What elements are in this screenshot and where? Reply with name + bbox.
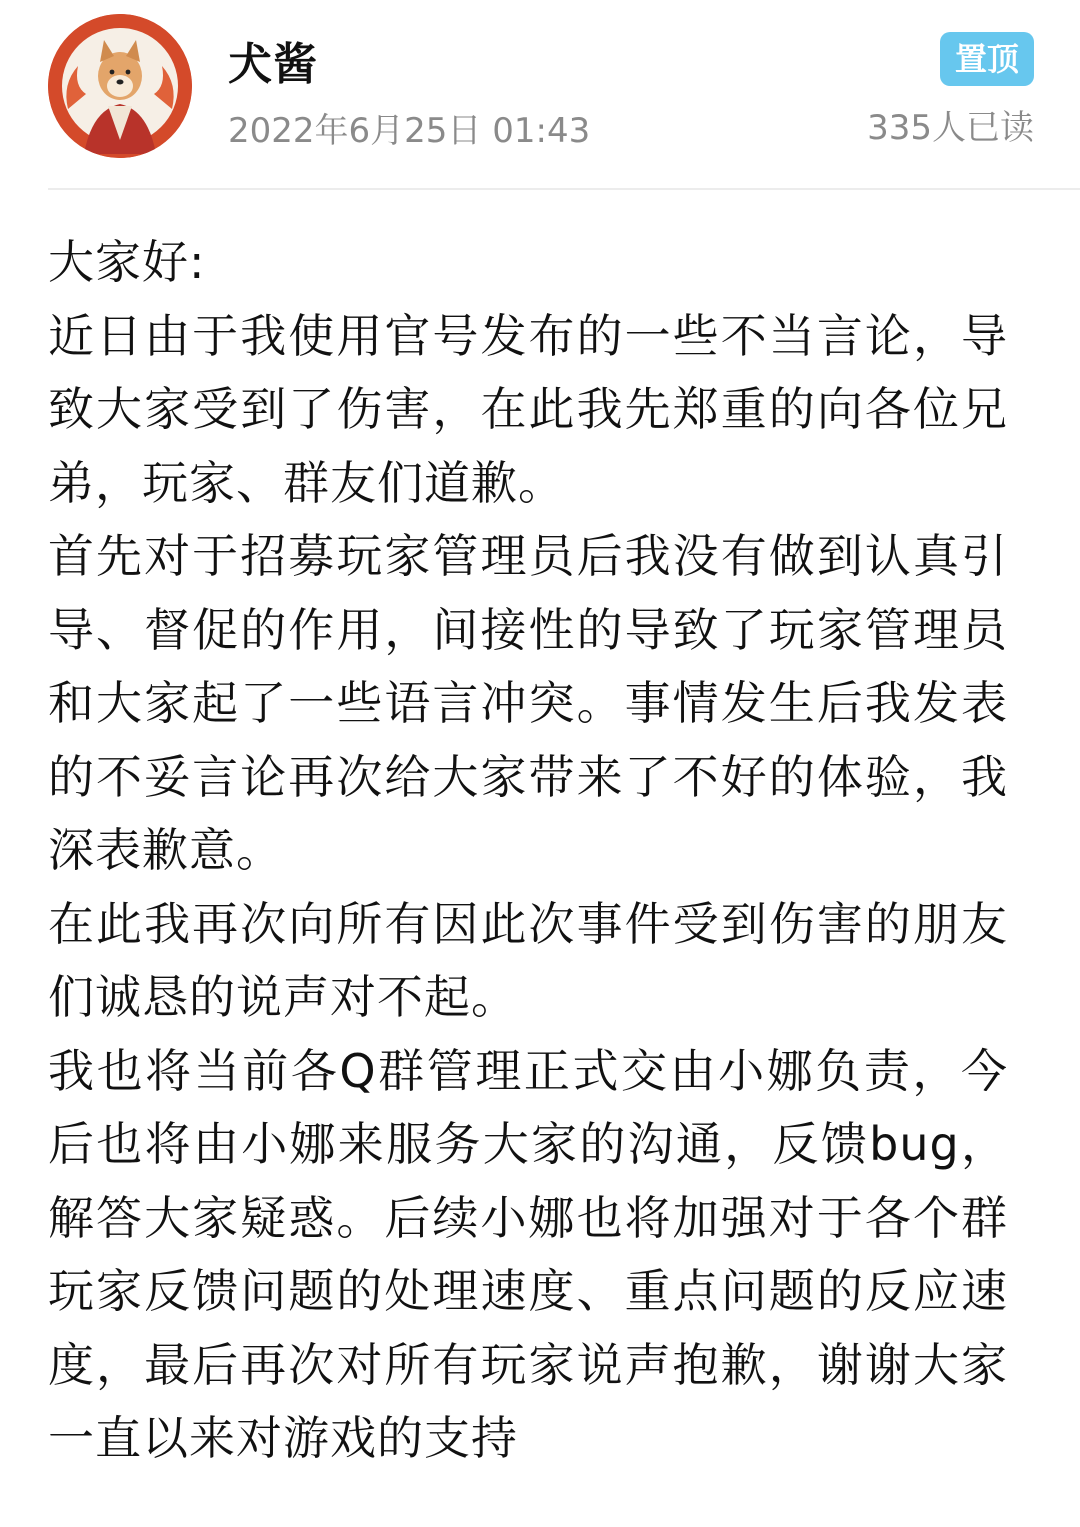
post-paragraph: 大家好:	[48, 235, 206, 289]
post-paragraph: 我也将当前各Q群管理正式交由小娜负责，今后也将由小娜来服务大家的沟通，反馈bug，解答大家疑惑。后续小娜也将加强对于各个群玩家反馈问题的处理速度、重点问题的反应速度，最后再次对所有玩家说声抱歉，谢谢大家一直以来对游戏的支持	[48, 1043, 1008, 1465]
shiba-dog-avatar-icon	[48, 14, 192, 158]
header-divider	[48, 188, 1080, 190]
read-count: 335人已读	[867, 108, 1034, 148]
author-avatar[interactable]	[48, 14, 192, 158]
post-timestamp: 2022年6月25日 01:43	[228, 111, 591, 151]
author-name[interactable]: 犬酱	[228, 39, 318, 90]
pinned-badge: 置顶	[940, 32, 1034, 86]
post-paragraph: 首先对于招募玩家管理员后我没有做到认真引导、督促的作用，间接性的导致了玩家管理员和大家起了一些语言冲突。事情发生后我发表的不妥言论再次给大家带来了不好的体验，我深表歉意。	[48, 529, 1008, 877]
post-paragraph: 近日由于我使用官号发布的一些不当言论，导致大家受到了伤害，在此我先郑重的向各位兄弟，玩家、群友们道歉。	[48, 308, 1008, 510]
post-header	[0, 0, 1080, 190]
post-paragraph: 在此我再次向所有因此次事件受到伤害的朋友们诚恳的说声对不起。	[48, 896, 1008, 1024]
post-body	[48, 226, 1008, 1476]
